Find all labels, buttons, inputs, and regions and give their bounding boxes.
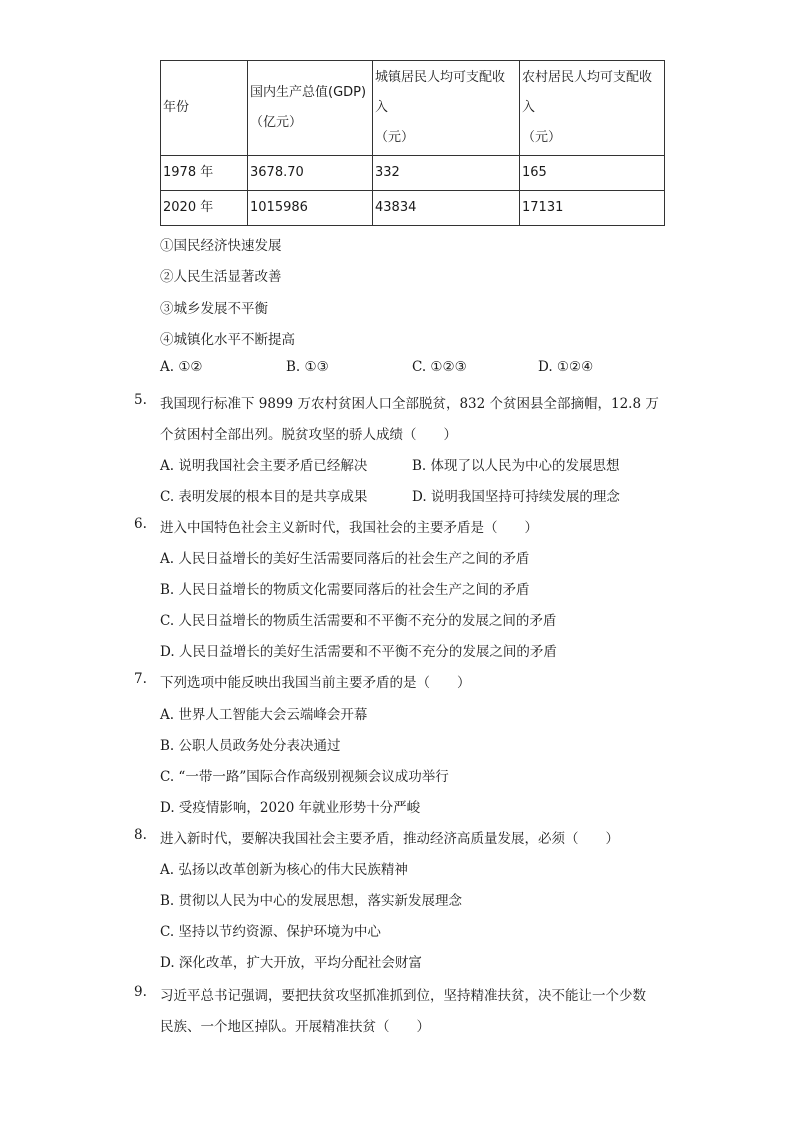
table-row — [161, 156, 665, 191]
q5-number: 5. — [134, 392, 147, 408]
q8-number: 8. — [134, 827, 147, 843]
q7-option-b: B. 公职人员政务处分表决通过 — [160, 738, 341, 754]
q9-stem-line-1: 习近平总书记强调，要把扶贫攻坚抓准抓到位，坚持精准扶贫，决不能让一个少数 — [160, 988, 646, 1004]
q5-stem-line-1: 我国现行标准下 9899 万农村贫困人口全部脱贫，832 个贫困县全部摘帽，12.8 万 — [160, 396, 659, 412]
q4-option-d: D. ①②④ — [538, 359, 594, 375]
table-cell: 1978 年 — [161, 156, 248, 191]
table-cell: 43834 — [373, 191, 520, 226]
table-cell: 332 — [373, 156, 520, 191]
q4-option-a: A. ①② — [160, 359, 203, 375]
q4-statement-3: ③城乡发展不平衡 — [160, 301, 268, 317]
header-urban-income: 城镇居民人均可支配收 入 （元） — [373, 61, 520, 156]
q5-option-b: B. 体现了以人民为中心的发展思想 — [412, 458, 620, 474]
table-cell: 165 — [520, 156, 665, 191]
table-cell: 3678.70 — [248, 156, 373, 191]
header-year: 年份 — [161, 61, 248, 156]
table-header-row — [161, 61, 665, 156]
q6-stem: 进入中国特色社会主义新时代，我国社会的主要矛盾是（ ） — [160, 520, 538, 536]
q4-statement-2: ②人民生活显著改善 — [160, 269, 282, 285]
q4-statement-1: ①国民经济快速发展 — [160, 238, 282, 254]
q6-option-b: B. 人民日益增长的物质文化需要同落后的社会生产之间的矛盾 — [160, 582, 530, 598]
q9-number: 9. — [134, 984, 147, 1000]
q7-option-d: D. 受疫情影响，2020 年就业形势十分严峻 — [160, 800, 421, 816]
q8-option-a: A. 弘扬以改革创新为核心的伟大民族精神 — [160, 862, 408, 878]
header-rural-income: 农村居民人均可支配收 入 （元） — [520, 61, 665, 156]
header-gdp: 国内生产总值(GDP) （亿元） — [248, 61, 373, 156]
table-cell: 1015986 — [248, 191, 373, 226]
q6-option-c: C. 人民日益增长的物质生活需要和不平衡不充分的发展之间的矛盾 — [160, 613, 557, 629]
table-cell: 17131 — [520, 191, 665, 226]
q8-option-d: D. 深化改革，扩大开放，平均分配社会财富 — [160, 955, 422, 971]
economic-data-table — [160, 60, 665, 226]
q8-option-b: B. 贯彻以人民为中心的发展思想，落实新发展理念 — [160, 893, 463, 909]
q8-stem: 进入新时代，要解决我国社会主要矛盾，推动经济高质量发展，必须（ ） — [160, 831, 619, 847]
q7-stem: 下列选项中能反映出我国当前主要矛盾的是（ ） — [160, 675, 471, 691]
q7-number: 7. — [134, 671, 147, 687]
q9-stem-line-2: 民族、一个地区掉队。开展精准扶贫（ ） — [160, 1019, 430, 1035]
q6-option-d: D. 人民日益增长的美好生活需要和不平衡不充分的发展之间的矛盾 — [160, 644, 557, 660]
table-cell: 2020 年 — [161, 191, 248, 226]
q5-option-d: D. 说明我国坚持可持续发展的理念 — [412, 489, 620, 505]
q8-option-c: C. 坚持以节约资源、保护环境为中心 — [160, 924, 381, 940]
q4-option-c: C. ①②③ — [412, 359, 467, 375]
q6-number: 6. — [134, 516, 147, 532]
q7-option-c: C. “一带一路”国际合作高级别视频会议成功举行 — [160, 769, 449, 785]
q5-stem-line-2: 个贫困村全部出列。脱贫攻坚的骄人成绩（ ） — [160, 427, 457, 443]
q6-option-a: A. 人民日益增长的美好生活需要同落后的社会生产之间的矛盾 — [160, 551, 530, 567]
table-row — [161, 191, 665, 226]
q4-option-b: B. ①③ — [286, 359, 329, 375]
q5-option-c: C. 表明发展的根本目的是共享成果 — [160, 489, 368, 505]
q5-option-a: A. 说明我国社会主要矛盾已经解决 — [160, 458, 368, 474]
q4-statement-4: ④城镇化水平不断提高 — [160, 332, 295, 348]
q7-option-a: A. 世界人工智能大会云端峰会开幕 — [160, 707, 368, 723]
